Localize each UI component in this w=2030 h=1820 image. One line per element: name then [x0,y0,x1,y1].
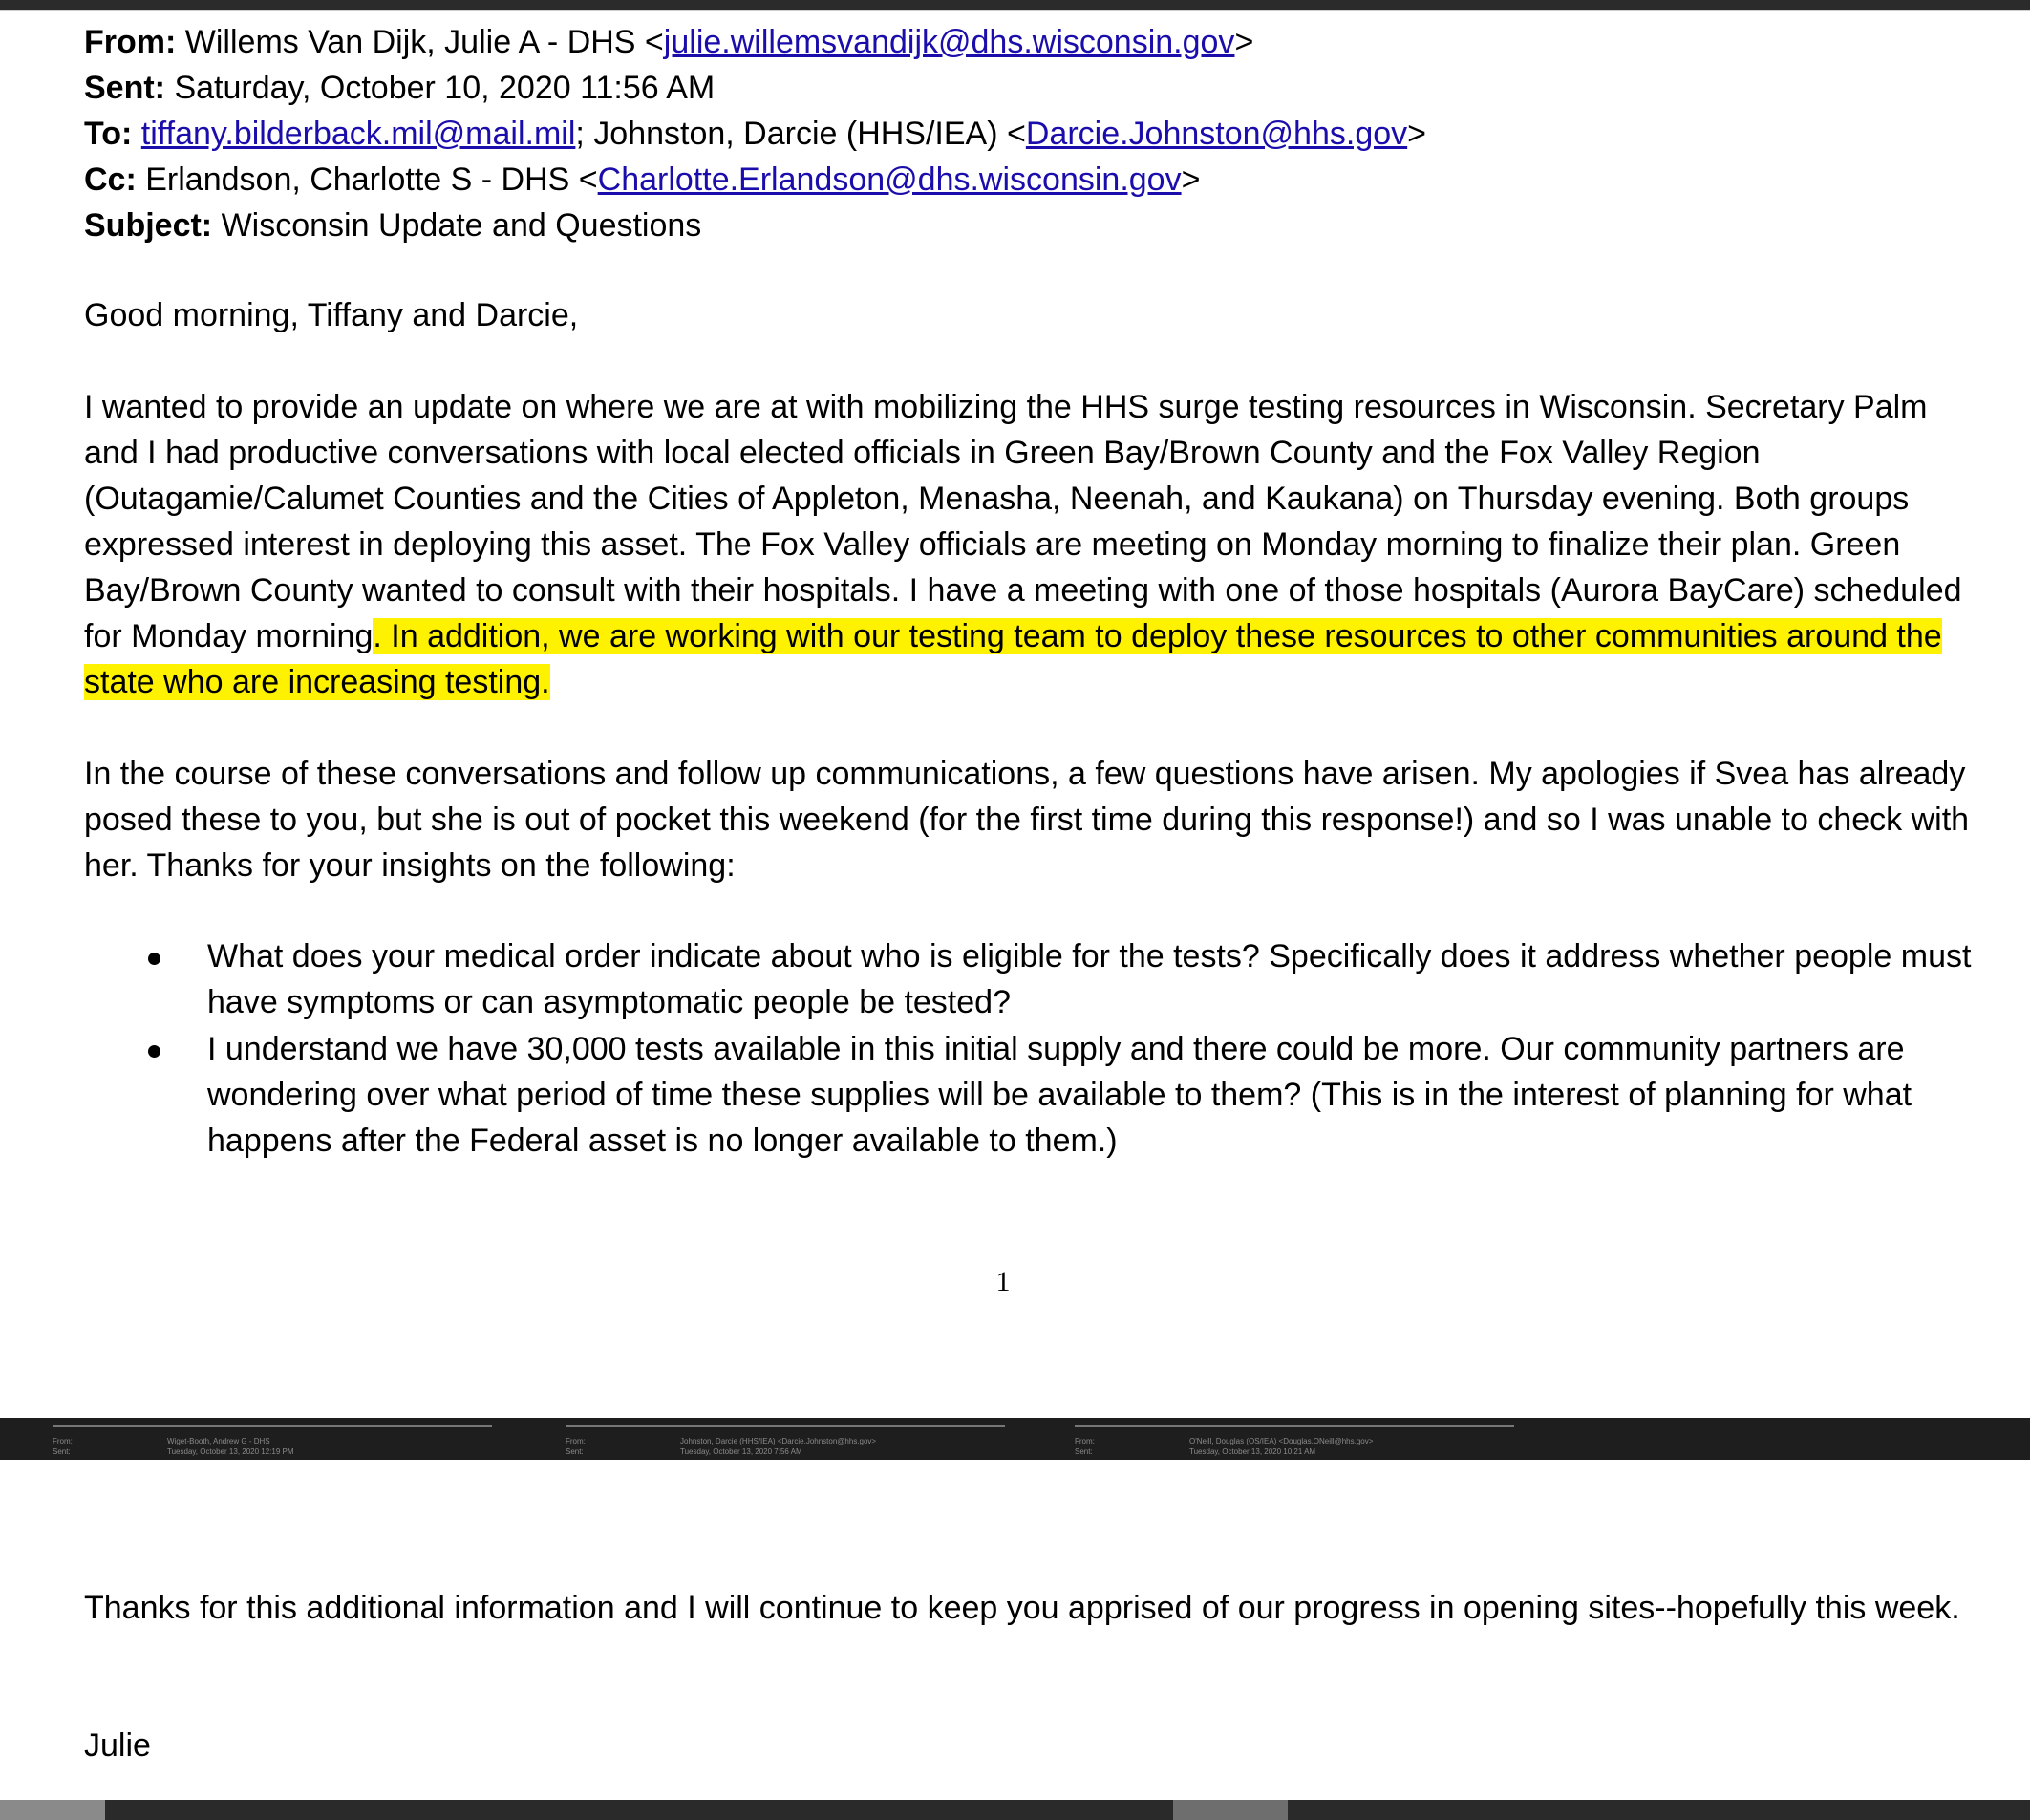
page-edge [0,10,2030,11]
cc-email-link[interactable]: Charlotte.Erlandson@dhs.wisconsin.gov [597,161,1182,198]
thumbnail-rule [53,1425,492,1427]
cc-label: Cc: [84,161,137,198]
scroll-segment [0,1800,105,1820]
sent-row [84,65,1976,111]
highlighted-text: . In addition, we are working with our testing team to deploy these resources to other communities around the state who are increasing testing. [84,618,1942,700]
list-item [84,933,1976,1025]
cc-row [84,157,1976,203]
question-list [84,933,1976,1165]
from-name: Willems Van Dijk, Julie A - DHS < [184,24,664,60]
signature: Julie [84,1727,151,1764]
bullet-icon [148,953,160,965]
update-paragraph [84,384,1976,705]
thumbnail-rule [566,1425,1005,1427]
thumb-sent-label: Sent: [566,1447,584,1456]
to-mid: ; Johnston, Darcie (HHS/IEA) < [575,116,1026,152]
sent-value: Saturday, October 10, 2020 11:56 AM [174,70,716,106]
closing-paragraph: Thanks for this additional information and I will continue to keep you apprised of our progress in opening sites--hopefully this week. [84,1590,1960,1626]
from-email-link[interactable]: julie.willemsvandijk@dhs.wisconsin.gov [663,24,1235,60]
page-number: 1 [995,1266,1011,1297]
viewer-top-bar [0,0,2030,10]
subject-value: Wisconsin Update and Questions [221,207,702,244]
thumb-from-label: From: [1075,1437,1095,1445]
subject-row [84,203,1976,248]
thumb-sent-value: Tuesday, October 13, 2020 12:19 PM [167,1447,294,1456]
thumb-sent-value: Tuesday, October 13, 2020 10:21 AM [1189,1447,1316,1456]
page-break-thumbnail-strip [0,1418,2030,1460]
list-item-text: I understand we have 30,000 tests available in this initial supply and there could be more. Our community partners are wondering over what period of time these supplies will be available to them? (This is in the interest of planning for what happens after the Federal asset is no longer available to them.) [207,1031,1912,1159]
to-close: > [1407,116,1427,152]
thumb-from-value: O'Neill, Douglas (OS/IEA) <Douglas.ONeill@hhs.gov> [1189,1437,1374,1445]
sent-label: Sent: [84,70,165,106]
subject-label: Subject: [84,207,213,244]
to-row [84,111,1976,157]
thumb-from-value: Wiget-Booth, Andrew G - DHS [167,1437,270,1445]
greeting: Good morning, Tiffany and Darcie, [84,297,579,333]
to-label: To: [84,116,133,152]
from-close: > [1234,24,1254,60]
thumbnail-email-3[interactable] [1075,1418,1571,1460]
update-paragraph-text: I wanted to provide an update on where we are at with mobilizing the HHS surge testing resources in Wisconsin. Secretary Palm and I had productive conversations with local elected officials in Green Bay/Brown County and the Fox Valley Region (Outagamie/Calumet Counties and the Cities of Appleton, Menasha, Neenah, and Kaukana) on Thursday evening. Both groups expressed interest in deploying this asset. The Fox Valley officials are meeting on Monday morning to finalize their plan. Green Bay/Brown County wanted to consult with their hospitals. I have a meeting with one of those hospitals (Aurora BayCare) scheduled for Monday morning [84,389,1962,654]
cc-name: Erlandson, Charlotte S - DHS < [145,161,598,198]
questions-intro-paragraph: In the course of these conversations and follow up communications, a few questions have arisen. My apologies if Svea has already posed these to you, but she is out of pocket this weekend (for the first time during this response!) and so I was unable to check with her. Thanks for your insights on the following: [84,756,1970,884]
thumb-sent-label: Sent: [1075,1447,1093,1456]
thumb-from-value: Johnston, Darcie (HHS/IEA) <Darcie.Johnston@hhs.gov> [680,1437,877,1445]
email-header [84,19,1976,248]
to-email-link-1[interactable]: tiffany.bilderback.mil@mail.mil [140,116,576,152]
thumb-sent-value: Tuesday, October 13, 2020 7:56 AM [680,1447,802,1456]
scroll-thumb[interactable] [1173,1800,1288,1820]
thumb-from-label: From: [53,1437,73,1445]
from-label: From: [84,24,177,60]
viewer-bottom-bar [0,1800,2030,1820]
from-row [84,19,1976,65]
thumbnail-email-2[interactable] [566,1418,1062,1460]
thumbnail-rule [1075,1425,1514,1427]
list-item [84,1026,1976,1164]
thumbnail-email-1[interactable] [53,1418,549,1460]
list-item-text: What does your medical order indicate about who is eligible for the tests? Specifically does it address whether people must have symptoms or can asymptomatic people be tested? [207,938,1972,1020]
thumb-from-label: From: [566,1437,586,1445]
thumb-sent-label: Sent: [53,1447,71,1456]
to-email-link-2[interactable]: Darcie.Johnston@hhs.gov [1025,116,1408,152]
cc-close: > [1181,161,1201,198]
bullet-icon [148,1045,160,1058]
